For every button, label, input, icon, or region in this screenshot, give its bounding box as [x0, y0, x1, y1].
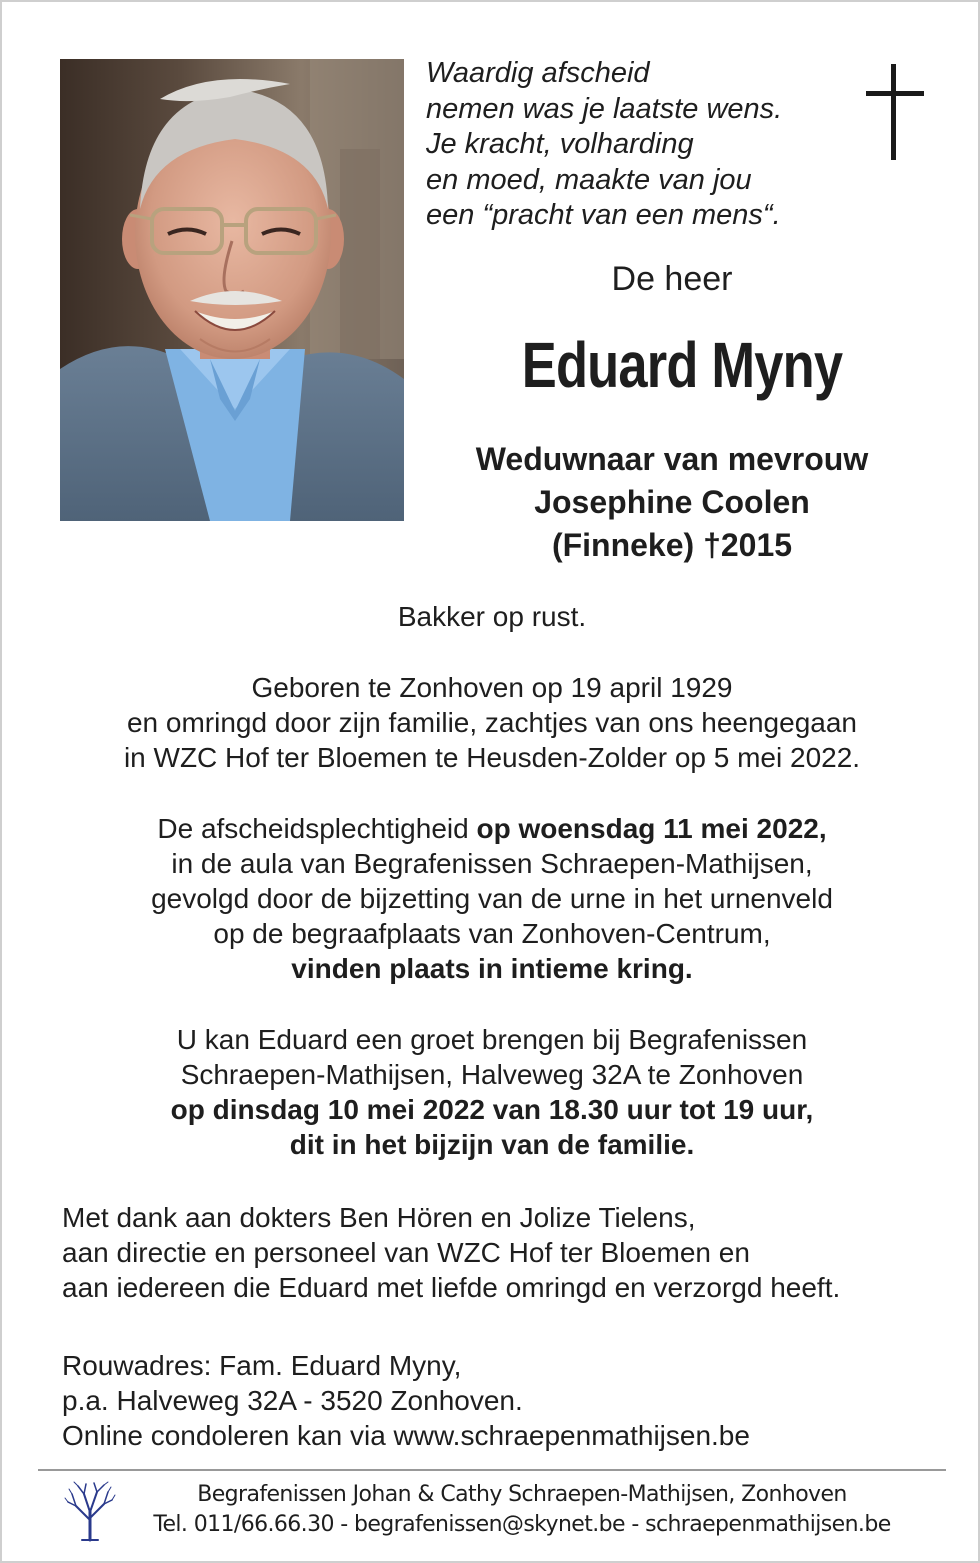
poem-line: Je kracht, volharding [426, 128, 694, 160]
ceremony-prefix: De afscheidsplechtigheid [157, 813, 469, 844]
text-line: Schraepen-Mathijsen, Halveweg 32A te Zonhoven [180, 1059, 804, 1090]
widow-line: Josephine Coolen [534, 484, 810, 520]
footer-divider [38, 1469, 946, 1471]
text-line: Online condoleren kan via www.schraepenmathijsen.be [62, 1420, 750, 1451]
text-line: p.a. Halveweg 32A - 3520 Zonhoven. [62, 1385, 523, 1416]
text-line: U kan Eduard een groet brengen bij Begrafenissen [176, 1024, 808, 1055]
text-line: in de aula van Begrafenissen Schraepen-Mathijsen, [171, 848, 813, 879]
poem-line: Waardig afscheid [426, 57, 650, 89]
widow-line: Weduwnaar van mevrouw [475, 441, 869, 477]
address-paragraph [62, 1348, 962, 1453]
birth-death-paragraph [2, 670, 980, 775]
poem-line: een “pracht van een mens“. [426, 199, 781, 231]
visitation-date: op dinsdag 10 mei 2022 van 18.30 uur tot 19 uur, [170, 1094, 814, 1125]
tree-icon [64, 1480, 116, 1542]
portrait-photo [60, 59, 404, 521]
poem [426, 56, 782, 234]
text-line: Rouwadres: Fam. Eduard Myny, [62, 1350, 462, 1381]
widow-info [432, 438, 912, 567]
text-line: aan iedereen die Eduard met liefde omringd en verzorgd heeft. [62, 1272, 841, 1303]
text-line: vinden plaats in intieme kring. [291, 953, 693, 984]
text-line [2, 811, 980, 846]
text-line: Geboren te Zonhoven op 19 april 1929 [251, 672, 733, 703]
text-line: dit in het bijzijn van de familie. [289, 1129, 695, 1160]
text-line: op de begraafplaats van Zonhoven-Centrum, [213, 918, 771, 949]
poem-line: nemen was je laatste wens. [426, 92, 783, 125]
text-line: Met dank aan dokters Ben Hören en Jolize Tielens, [62, 1202, 696, 1233]
funeral-home-name: Begrafenissen Johan & Cathy Schraepen-Mathijsen, Zonhoven [197, 1482, 847, 1507]
ceremony-paragraph [2, 811, 980, 986]
honorific-title: De heer [611, 260, 733, 298]
visitation-paragraph [2, 1022, 980, 1162]
ceremony-date: op woensdag 11 mei 2022, [476, 813, 827, 844]
funeral-home-contact: Tel. 011/66.66.30 - begrafenissen@skynet.be - schraepenmathijsen.be [153, 1512, 891, 1537]
text-line: aan directie en personeel van WZC Hof ter Bloemen en [62, 1237, 750, 1268]
widow-line: (Finneke) †2015 [551, 527, 793, 563]
deceased-name: Eduard Myny [521, 329, 843, 401]
text-line: gevolgd door de bijzetting van de urne in het urnenveld [151, 883, 833, 914]
cross-icon [866, 64, 924, 160]
profession: Bakker op rust. [397, 601, 587, 632]
thanks-paragraph [62, 1200, 962, 1305]
funeral-home-info [122, 1480, 922, 1540]
text-line: en omringd door zijn familie, zachtjes van ons heengegaan [126, 707, 857, 738]
poem-line: en moed, maakte van jou [426, 163, 752, 196]
text-line: in WZC Hof ter Bloemen te Heusden-Zolder op 5 mei 2022. [123, 742, 861, 773]
